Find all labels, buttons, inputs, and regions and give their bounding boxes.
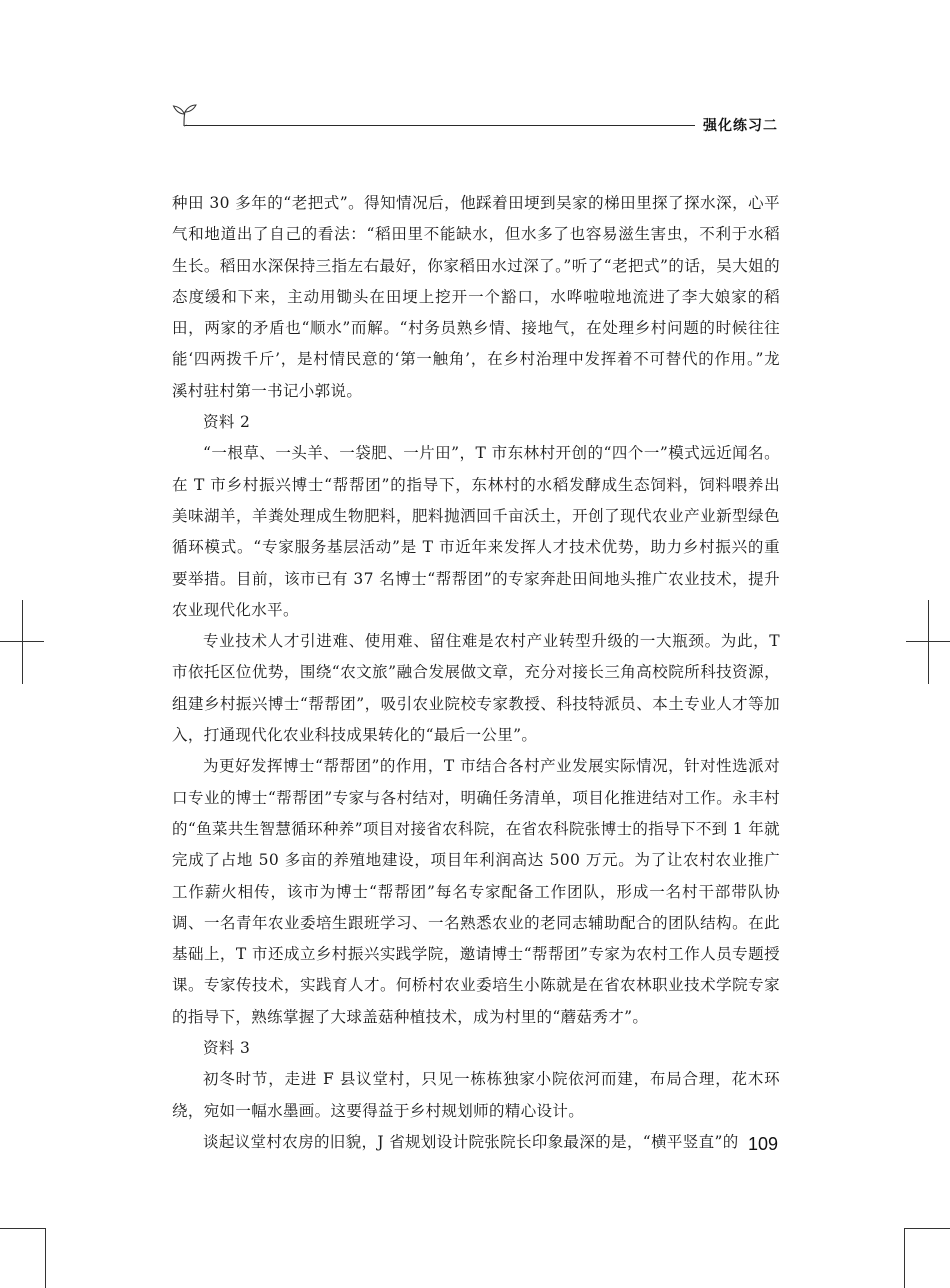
material-heading: 资料 3 <box>203 1039 251 1058</box>
paragraph: 谈起议堂村农房的旧貌，J 省规划设计院张院长印象最深的是，“横平竖直”的 <box>203 1132 739 1151</box>
paragraph: “一根草、一头羊、一袋肥、一片田”，T 市东林村开创的“四个一”模式远近闻名。在 T 市乡村振兴博士“帮帮团”的指导下，东林村的水稻发酵成生态饲料，饲料喂养出美味湖羊，羊粪处理成生物肥料，肥料抛洒回千亩沃土，开创了现代农业产业新型绿色循环模式。“专家服务基层活动”是 T 市近年来发挥人才技术优势，助力乡村振兴的重要举措。目前，该市已有 37 名博士“帮帮团”的专家奔赴田间地头推广农业技术，提升农业现代化水平。 <box>172 444 780 619</box>
crop-mark <box>904 1228 950 1229</box>
section-title: 强化练习二 <box>703 118 778 134</box>
paragraph: 为更好发挥博士“帮帮团”的作用，T 市结合各村产业发展实际情况，针对性选派对口专业的博士“帮帮团”专家与各村结对，明确任务清单，项目化推进结对工作。永丰村的“鱼菜共生智慧循环种养”项目对接省农科院，在省农科院张博士的指导下不到 1 年就完成了占地 50 多亩的养殖地建设，项目年利润高达 500 万元。为了让农村农业推广工作薪火相传，该市为博士“帮帮团”每名专家配备工作团队，形成一名村干部带队协调、一名青年农业委培生跟班学习、一名熟悉农业的老同志辅助配合的团队结构。在此基础上，T 市还成立乡村振兴实践学院，邀请博士“帮帮团”专家为农村工作人员专题授课。专家传技术，实践育人才。何桥村农业委培生小陈就是在省农林职业技术学院专家的指导下，熟练掌握了大球盖菇种植技术，成为村里的“蘑菇秀才”。 <box>172 757 780 1026</box>
crop-mark <box>22 600 23 684</box>
header-rule <box>185 125 695 126</box>
page-number: 109 <box>747 1134 778 1154</box>
paragraph: 专业技术人才引进难、使用难、留住难是农村产业转型升级的一大瓶颈。为此，T 市依托区位优势，围绕“农文旅”融合发展做文章，充分对接长三角高校院所科技资源，组建乡村振兴博士“帮帮团”，吸引农业院校专家教授、科技特派员、本土专业人才等加入，打通现代化农业科技成果转化的“最后一公里”。 <box>172 632 780 745</box>
crop-mark <box>0 1228 46 1229</box>
document-body <box>172 188 780 1158</box>
paragraph: 种田 30 多年的“老把式”。得知情况后，他踩着田埂到吴家的梯田里探了探水深，心平气和地道出了自己的看法：“稻田里不能缺水，但水多了也容易滋生害虫，不利于水稻生长。稻田水深保持三指左右最好，你家稻田水过深了。”听了“老把式”的话，吴大姐的态度缓和下来，主动用锄头在田埂上挖开一个豁口，水哗啦啦地流进了李大娘家的稻田，两家的矛盾也“顺水”而解。“村务员熟乡情、接地气，在处理乡村问题的时候往往能‘四两拨千斤’，是村情民意的‘第一触角’，在乡村治理中发挥着不可替代的作用。”龙溪村驻村第一书记小郭说。 <box>172 194 781 400</box>
crop-mark <box>45 1228 46 1288</box>
crop-mark <box>928 600 929 684</box>
crop-mark <box>904 1228 905 1288</box>
material-heading: 资料 2 <box>203 413 251 432</box>
paragraph: 初冬时节，走进 F 县议堂村，只见一栋栋独家小院依河而建，布局合理，花木环绕，宛如一幅水墨画。这要得益于乡村规划师的精心设计。 <box>172 1070 780 1120</box>
